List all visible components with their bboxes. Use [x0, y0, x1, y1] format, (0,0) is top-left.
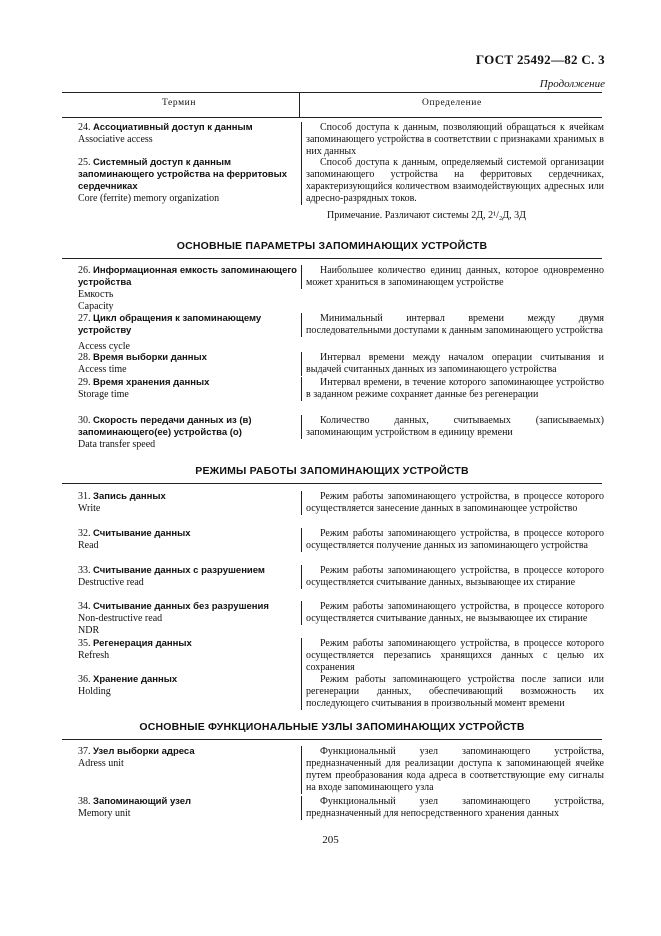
term-name: Цикл обращения к запоминающему устройству: [78, 313, 262, 336]
page-number: 205: [322, 834, 339, 846]
definition-cell: Функциональный узел запоминающего устройства, предназначенный для непосредственного хранения данных: [301, 796, 604, 820]
term-cell: [78, 565, 298, 589]
term-number: 36.: [78, 674, 91, 685]
term-english: Adress unit: [78, 758, 124, 769]
term-name: Время хранения данных: [93, 377, 210, 388]
term-column-header: Термин: [162, 98, 197, 108]
term-english: Storage time: [78, 389, 129, 400]
term-number: 25.: [78, 157, 91, 168]
definition-column-header: Определение: [422, 98, 482, 108]
definition-cell: Интервал времени между началом операции считывания и выдачей считанных данных из запоминающего устройства: [301, 352, 604, 376]
term-number: 31.: [78, 491, 91, 502]
term-cell: [78, 796, 298, 820]
term-english: Capacity: [78, 301, 114, 312]
definition-cell: Минимальный интервал времени между двумя последовательными доступами к данным запоминающего устройства: [301, 313, 604, 337]
section-heading-params: ОСНОВНЫЕ ПАРАМЕТРЫ ЗАПОМИНАЮЩИХ УСТРОЙСТВ: [176, 240, 488, 252]
term-cell: [78, 638, 298, 662]
term-number: 24.: [78, 122, 91, 133]
term-number: 32.: [78, 528, 91, 539]
term-number: 29.: [78, 377, 91, 388]
term-number: 34.: [78, 601, 91, 612]
term-synonym: Емкость: [78, 289, 114, 300]
section-heading-modes: РЕЖИМЫ РАБОТЫ ЗАПОМИНАЮЩИХ УСТРОЙСТВ: [195, 465, 469, 477]
column-divider: [299, 93, 300, 117]
term-number: 28.: [78, 352, 91, 363]
term-name: Узел выборки адреса: [93, 746, 195, 757]
term-name: Время выборки данных: [93, 352, 207, 363]
term-name: Ассоциативный доступ к данным: [93, 122, 253, 133]
term-name: Скорость передачи данных из (в) запоминающего(ее) устройства (о): [78, 415, 252, 438]
definition-cell: Режим работы запоминающего устройства, в процессе которого осуществляется перезапись хранящихся данных с целью их сохранения: [301, 638, 604, 674]
term-name: Информационная емкость запоминающего устройства: [78, 265, 297, 288]
definition-cell: Режим работы запоминающего устройства, в процессе которого осуществляется получение данных из запоминающего устройства: [301, 528, 604, 552]
definition-cell: Способ доступа к данным, определяемый системой организации запоминающего устройства на ферритовых сердечниках, характеризующийся количеством взаимодействующих адресных или адресно-разрядных токов.: [301, 157, 604, 205]
term-cell: [78, 157, 298, 205]
term-number: 30.: [78, 415, 91, 426]
term-name: Считывание данных без разрушения: [93, 601, 269, 612]
term-cell: [78, 746, 298, 770]
definition-cell: Наибольшее количество единиц данных, которое одновременно может храниться в запоминающем устройстве: [301, 265, 604, 289]
section-rule: [62, 739, 602, 740]
section-heading-units: ОСНОВНЫЕ ФУНКЦИОНАЛЬНЫЕ УЗЛЫ ЗАПОМИНАЮЩИХ УСТРОЙСТВ: [139, 721, 525, 733]
definition-cell: Количество данных, считываемых (записываемых) запоминающим устройством в единицу времени: [301, 415, 604, 439]
term-english: Data transfer speed: [78, 439, 156, 450]
term-english: Read: [78, 540, 99, 551]
definition-cell: Режим работы запоминающего устройства после записи или регенерации данных, обеспечивающий возможность их последующего считывания в произвольный момент времени: [301, 674, 604, 710]
term-number: 33.: [78, 565, 91, 576]
term-number: 26.: [78, 265, 91, 276]
term-number: 27.: [78, 313, 91, 324]
note-text: Примечание. Различают системы 2Д, 2¹/₂Д, 3Д: [327, 210, 526, 221]
term-english: Associative access: [78, 134, 153, 145]
section-rule: [62, 258, 602, 259]
term-english: Access cycle: [78, 341, 130, 352]
term-english: Destructive read: [78, 577, 144, 588]
term-english: Holding: [78, 686, 111, 697]
term-number: 37.: [78, 746, 91, 757]
term-cell: [78, 601, 298, 637]
definition-cell: Режим работы запоминающего устройства, в процессе которого осуществляется занесение данных в запоминающее устройство: [301, 491, 604, 515]
term-name: Хранение данных: [93, 674, 178, 685]
term-english: Write: [78, 503, 101, 514]
term-name: Считывание данных с разрушением: [93, 565, 265, 576]
definition-cell: Способ доступа к данным, позволяющий обращаться к ячейкам запоминающего устройства в соответствии с признаками хранимых в них данных: [301, 122, 604, 158]
term-number: 38.: [78, 796, 91, 807]
term-abbreviation: NDR: [78, 625, 100, 636]
term-name: Запоминающий узел: [93, 796, 192, 807]
term-number: 35.: [78, 638, 91, 649]
definition-cell: Интервал времени, в течение которого запоминающее устройство в заданном режиме сохраняет данные без регенерации: [301, 377, 604, 401]
term-cell: [78, 122, 298, 146]
term-cell: [78, 352, 298, 376]
term-name: Регенерация данных: [93, 638, 192, 649]
term-name: Системный доступ к данным запоминающего устройства на ферритовых сердечниках: [78, 157, 288, 192]
term-english: Refresh: [78, 650, 110, 661]
term-cell: [78, 491, 298, 515]
term-name: Запись данных: [93, 491, 166, 502]
term-cell: [78, 313, 298, 353]
term-english: Core (ferrite) memory organization: [78, 193, 220, 204]
term-english: Access time: [78, 364, 127, 375]
standard-header: ГОСТ 25492—82 С. 3: [475, 52, 605, 67]
term-cell: [78, 674, 298, 698]
term-cell: [78, 528, 298, 552]
term-cell: [78, 415, 298, 451]
definition-cell: Режим работы запоминающего устройства, в процессе которого осуществляется считывание данных, вызывающее их стирание: [301, 565, 604, 589]
section-rule: [62, 483, 602, 484]
table-header: [62, 92, 602, 118]
continuation-label: Продолжение: [539, 78, 605, 90]
definition-cell: Функциональный узел запоминающего устройства, предназначенный для реализации доступа к запоминающей ячейке путем преобразования кода адреса в соответствующие ему сигналы на входе запоминающего узла: [301, 746, 604, 794]
term-cell: [78, 265, 298, 313]
term-english: Memory unit: [78, 808, 131, 819]
term-cell: [78, 377, 298, 401]
term-name: Считывание данных: [93, 528, 191, 539]
term-english: Non-destructive read: [78, 613, 163, 624]
definition-cell: Режим работы запоминающего устройства, в процессе которого осуществляется считывание данных, не вызывающее их стирание: [301, 601, 604, 625]
